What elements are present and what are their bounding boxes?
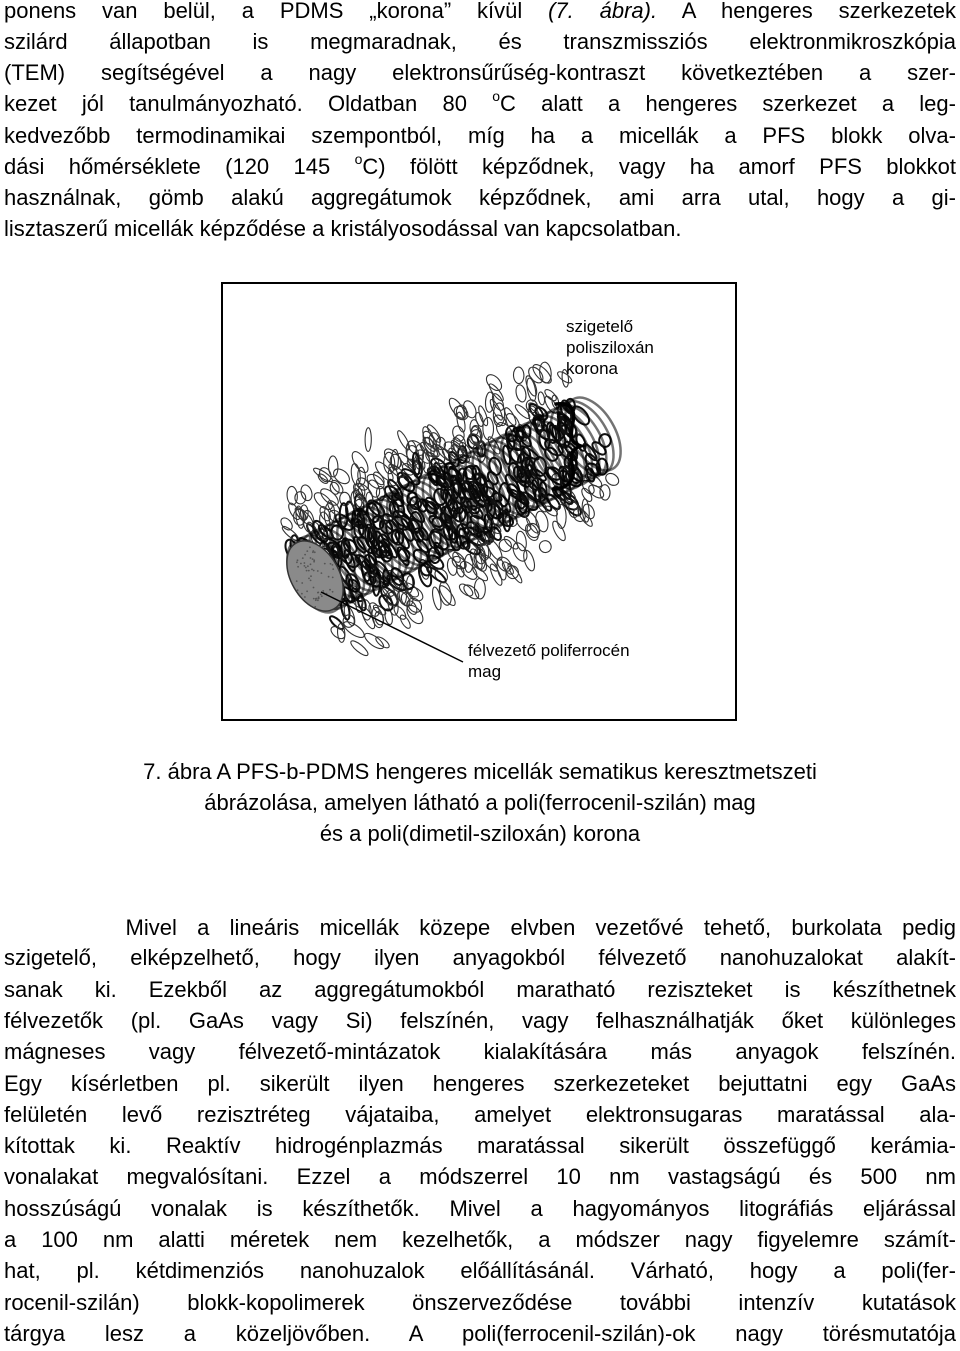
para1-line-1-rest: A hengeres szerkezetek [681, 0, 956, 23]
core-label-line-1: félvezető poliferrocén [468, 641, 630, 660]
core-speckle [332, 577, 334, 579]
figure-reference: (7. ábra). [548, 0, 658, 23]
degree-symbol: o [354, 150, 363, 167]
core-label [468, 640, 630, 682]
core-speckle [300, 563, 302, 565]
para1-line-1-text: ponens van belül, a PDMS „korona” kívül [4, 0, 523, 23]
core-speckle [324, 563, 326, 565]
core-speckle [313, 570, 315, 572]
para1-line-3: (TEM) segítségével a nagy elektronsűrűség-kontraszt következtében a szer- [4, 60, 956, 85]
corona-loop [398, 614, 412, 630]
corona-label-line-1: szigetelő [566, 317, 634, 336]
core-speckle [301, 593, 303, 595]
core-speckle [305, 567, 307, 569]
core-speckle [297, 559, 299, 561]
core-speckle [322, 590, 324, 592]
core-speckle [302, 557, 304, 559]
core-speckle [321, 572, 323, 574]
corona-loop [513, 367, 524, 384]
corona-loop [556, 504, 566, 528]
core-speckle [320, 546, 322, 548]
core-speckle [314, 551, 316, 553]
core-speckle [304, 554, 306, 556]
para2-line-6: Egy kísérletben pl. sikerült ilyen hengeres szerkezeteket bejuttatni egy GaAs [4, 1071, 956, 1096]
core-speckle [317, 599, 319, 601]
core-speckle [304, 596, 306, 598]
corona-loop [392, 604, 408, 621]
core-speckle [317, 570, 319, 572]
core-speckle [317, 592, 319, 594]
core-speckle [311, 569, 313, 571]
core-speckle [313, 561, 315, 563]
corona-loop [362, 631, 386, 652]
corona-loop [317, 466, 333, 484]
corona-loops [276, 362, 632, 658]
corona-label [566, 316, 654, 379]
core-speckle [312, 550, 314, 552]
core-speckle [320, 594, 322, 596]
corona-loop [318, 486, 341, 508]
core-speckle [297, 589, 299, 591]
corona-loop [405, 599, 419, 616]
core-speckle [312, 558, 314, 560]
core-speckle [297, 566, 299, 568]
core-speckle [309, 546, 311, 548]
para2-line-1: Mivel a lineáris micellák közepe elvben vezetővé tehető, burkolata pedig [4, 915, 956, 940]
core-speckle [301, 582, 303, 584]
para2-line-5: mágneses vagy félvezető-mintázatok kialakítására más anyagok felszínén. [4, 1039, 956, 1064]
para2-line-13: rocenil-szilán) blokk-kopolimerek önszerveződése további intenzív kutatások [4, 1290, 956, 1315]
core-speckle [306, 590, 308, 592]
corona-label-line-2: polisziloxán [566, 338, 654, 357]
corona-loop [457, 582, 475, 599]
core-speckle [304, 565, 306, 567]
para1-line-4 [4, 89, 956, 119]
core-speckle [310, 557, 312, 559]
caption-line-3: és a poli(dimetil-sziloxán) korona [319, 821, 641, 846]
corona-loop [279, 516, 295, 532]
core-speckle [314, 606, 316, 608]
corona-loop [295, 492, 306, 504]
corona-loop [514, 384, 527, 403]
para2-line-12: hat, pl. kétdimenziós nanohuzalok előállításánál. Várható, hogy a poli(fer- [4, 1258, 956, 1283]
core-speckle [308, 578, 310, 580]
core-speckle [296, 580, 298, 582]
core-speckle [315, 599, 317, 601]
para1-line-4-b: C alatt a hengeres szerkezet a leg- [500, 91, 956, 116]
para1-line-7: használnak, gömb alakú aggregátumok képződnek, ami arra utal, hogy a gi- [4, 185, 956, 210]
caption-line-2: ábrázolása, amelyen látható a poli(ferrocenil-szilán) mag [204, 790, 756, 815]
core-speckle [318, 598, 320, 600]
core-speckle [310, 580, 312, 582]
core-speckle [304, 562, 306, 564]
core-speckle [329, 589, 331, 591]
para1-line-6-b: C) fölött képződnek, vagy ha amorf PFS blokkot [362, 154, 956, 179]
core-speckle [328, 576, 330, 578]
corona-loop [349, 639, 370, 658]
corona-loop [474, 578, 486, 599]
corona-label-line-3: korona [566, 359, 618, 378]
para2-line-8: kítottak ki. Reaktív hidrogénplazmás maratással sikerült összefüggő kerámia- [4, 1133, 956, 1158]
corona-loop [299, 484, 314, 502]
core-speckle [332, 591, 334, 593]
corona-loop [331, 466, 352, 487]
core-speckle [308, 570, 310, 572]
core-speckle [296, 561, 298, 563]
caption-line-1: 7. ábra A PFS-b-PDMS hengeres micellák sematikus keresztmetszeti [143, 759, 817, 784]
core-speckle [306, 570, 308, 572]
core-speckle [332, 568, 334, 570]
core-speckle [321, 595, 323, 597]
core-speckle [310, 563, 312, 565]
core-speckle [307, 565, 309, 567]
para2-line-10: hosszúságú vonalak is készíthetők. Mivel a hagyományos litográfiás eljárással [4, 1196, 956, 1221]
core-speckle [316, 598, 318, 600]
figure-frame [221, 282, 737, 721]
para2-line-4: félvezetők (pl. GaAs vagy Si) felszínén, vagy felhasználhatják őket különleges [4, 1008, 956, 1033]
corona-loop [537, 392, 545, 406]
corona-loop [357, 467, 366, 485]
corona-loop [437, 581, 453, 607]
para1-line-8: lisztaszerű micellák képződése a kristályosodással van kapcsolatban. [4, 216, 682, 241]
para2-line-2: szigetelő, elképzelhető, hogy ilyen anyagokból félvezető nanohuzalokat alakít- [4, 945, 956, 970]
core-speckle [330, 563, 332, 565]
para2-line-7: felületén levő rezisztréteg vájataiba, amelyet elektronsugaras maratással ala- [4, 1102, 956, 1127]
core-speckle [313, 598, 315, 600]
corona-loop [525, 377, 537, 401]
corona-loop [365, 428, 371, 452]
core-speckle [332, 564, 334, 566]
para1-line-2: szilárd állapotban is megmaradnak, és transzmissziós elektronmikroszkópia [4, 29, 956, 54]
para1-line-4-a: kezet jól tanulmányozható. Oldatban 80 [4, 91, 467, 116]
para1-line-5: kedvezőbb termodinamikai szempontból, míg ha a micellák a PFS blokk olva- [4, 123, 956, 148]
core-speckle [310, 575, 312, 577]
corona-loop [510, 541, 529, 564]
para2-line-3: sanak ki. Ezekből az aggregátumokból maratható reziszteket is készíthetnek [4, 977, 956, 1002]
core-speckle [306, 550, 308, 552]
para2-line-11: a 100 nm alatti méretek nem kezelhetők, a módszer nagy figyelemre számít- [4, 1227, 956, 1252]
core-speckle [313, 587, 315, 589]
core-label-line-2: mag [468, 662, 502, 681]
para1-line-6-a: dási hőmérséklete (120 145 [4, 154, 331, 179]
para2-line-9: vonalakat megvalósítani. Ezzel a módszerrel 10 nm vastagságú és 500 nm [4, 1164, 956, 1189]
para1-line-6 [4, 152, 956, 182]
corona-loop [537, 538, 554, 555]
para2-line-14: tárgya lesz a közeljövőben. A poli(ferrocenil-szilán)-ok nagy törésmutatója [4, 1321, 956, 1346]
corona-loop [484, 372, 505, 393]
degree-symbol: o [492, 87, 501, 104]
para1-line-1 [4, 0, 956, 26]
